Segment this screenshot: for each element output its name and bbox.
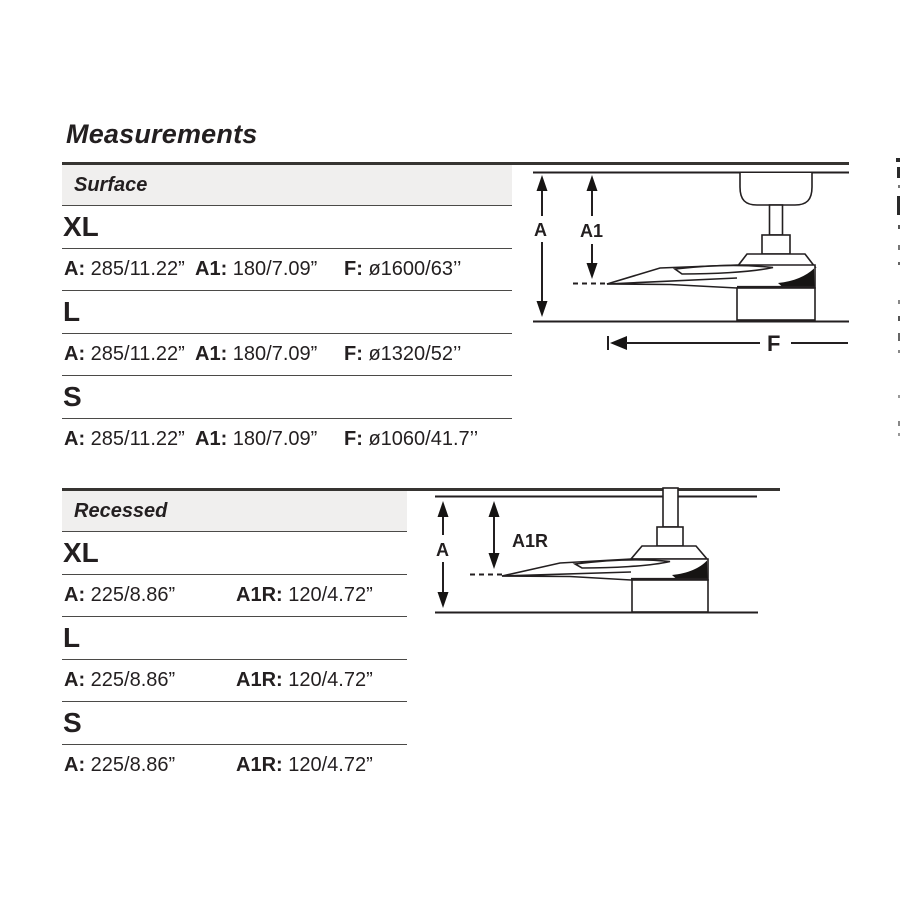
surface-mount-diagram	[530, 162, 852, 358]
cutoff-text-fragment	[896, 158, 900, 162]
spec-a: A: 225/8.86”	[64, 583, 176, 606]
size-row-l	[62, 617, 407, 660]
spec-a1: A1: 180/7.09”	[195, 342, 318, 365]
dimension-a1r	[489, 501, 549, 569]
recessed-header-row	[62, 491, 407, 532]
downrod	[770, 205, 783, 235]
size-label: L	[63, 621, 81, 653]
size-label: S	[63, 706, 82, 738]
recessed-table	[62, 491, 407, 787]
size-label: XL	[63, 536, 99, 568]
size-row-s	[62, 702, 407, 745]
motor-body	[737, 288, 815, 320]
size-label: S	[63, 380, 82, 412]
spec-a1r: A1R: 120/4.72”	[236, 668, 373, 691]
motor-top	[631, 546, 707, 559]
surface-header-row	[62, 165, 512, 206]
dimension-a1-label: A1	[580, 221, 604, 241]
spec-row-recessed-l	[62, 660, 407, 703]
size-label: L	[63, 295, 81, 327]
spec-row-surface-s	[62, 419, 512, 462]
spec-a1: A1: 180/7.09”	[195, 428, 318, 451]
dimension-a-label: A	[534, 220, 547, 240]
spec-a: A: 285/11.22”	[64, 428, 185, 451]
dimension-f-label: F	[767, 331, 781, 356]
spec-a1r: A1R: 120/4.72”	[236, 583, 373, 606]
page-title: Measurements	[66, 119, 258, 149]
spec-row-surface-l	[62, 334, 512, 377]
size-label: XL	[63, 210, 99, 242]
canopy	[740, 173, 812, 205]
spec-a: A: 285/11.22”	[64, 342, 185, 365]
size-row-xl	[62, 532, 407, 575]
coupler	[657, 527, 683, 546]
recessed-rod	[663, 488, 678, 527]
spec-row-recessed-xl	[62, 575, 407, 618]
spec-f: F: ø1060/41.7’’	[344, 428, 479, 451]
size-row-s	[62, 376, 512, 419]
motor-body	[632, 580, 708, 612]
spec-a1: A1: 180/7.09”	[195, 257, 318, 280]
coupler	[762, 235, 790, 254]
dimension-a1	[580, 175, 603, 279]
recessed-mount-diagram	[420, 486, 785, 620]
spec-f: F: ø1320/52’’	[344, 342, 462, 365]
dimension-f	[608, 331, 848, 356]
spec-a: A: 285/11.22”	[64, 257, 185, 280]
surface-header-label: Surface	[74, 173, 148, 196]
spec-a: A: 225/8.86”	[64, 754, 176, 777]
spec-a: A: 225/8.86”	[64, 668, 176, 691]
size-row-l	[62, 291, 512, 334]
spec-row-surface-xl	[62, 249, 512, 292]
spec-f: F: ø1600/63’’	[344, 257, 462, 280]
dimension-a	[436, 501, 449, 608]
size-row-xl	[62, 206, 512, 249]
dimension-a1r-label: A1R	[512, 531, 549, 551]
dimension-a-label: A	[436, 540, 449, 560]
surface-table	[62, 165, 512, 461]
spec-a1r: A1R: 120/4.72”	[236, 754, 373, 777]
dimension-a	[534, 175, 548, 317]
spec-row-recessed-s	[62, 745, 407, 788]
recessed-header-label: Recessed	[74, 499, 168, 522]
